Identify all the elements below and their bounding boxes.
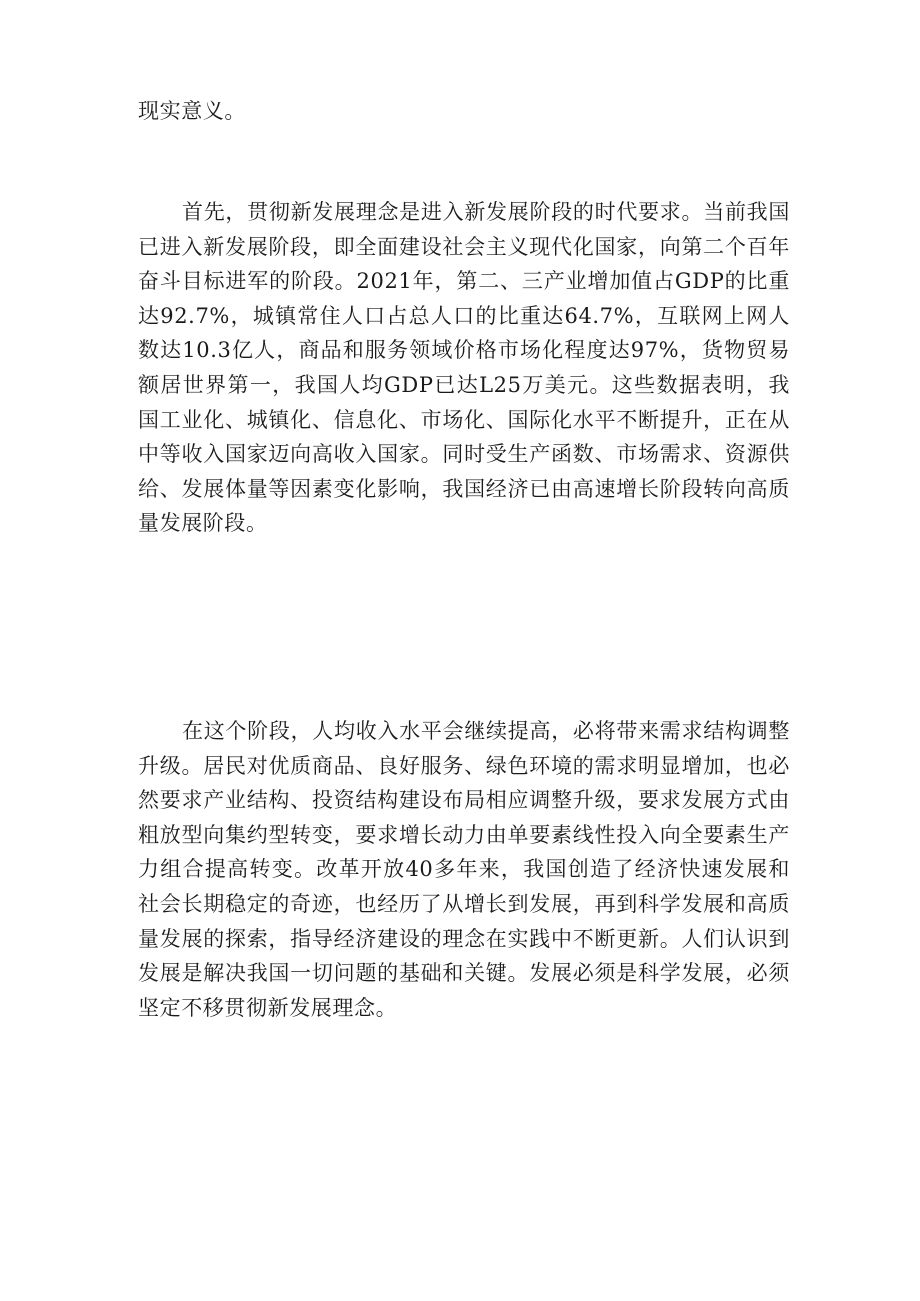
paragraph-development-stage: 在这个阶段，人均收入水平会继续提高，必将带来需求结构调整升级。居民对优质商品、良好服务、绿色环境的需求明显增加，也必然要求产业结构、投资结构建设布局相应调整升级，要求发展方式由粗放型向集约型转变，要求增长动力由单要素线性投入向全要素生产力组合提高转变。改革开放40多年来，我国创造了经济快速发展和社会长期稳定的奇迹，也经历了从增长到发展，再到科学发展和高质量发展的探索，指导经济建设的理念在实践中不断更新。人们认识到发展是解决我国一切问题的基础和关键。发展必须是科学发展，必须坚定不移贯彻新发展理念。 <box>138 719 790 1020</box>
paragraph-first-point: 首先，贯彻新发展理念是进入新发展阶段的时代要求。当前我国已进入新发展阶段，即全面建设社会主义现代化国家，向第二个百年奋斗目标进军的阶段。2021年，第二、三产业增加值占GDP的比重达92.7%，城镇常住人口占总人口的比重达64.7%，互联网上网人数达10.3亿人，商品和服务领域价格市场化程度达97%，货物贸易额居世界第一，我国人均GDP已达L25万美元。这些数据表明，我国工业化、城镇化、信息化、市场化、国际化水平不断提升，正在从中等收入国家迈向高收入国家。同时受生产函数、市场需求、资源供给、发展体量等因素变化影响，我国经济已由高速增长阶段转向高质量发展阶段。 <box>138 200 790 536</box>
paragraph-continuation: 现实意义。 <box>138 99 246 123</box>
